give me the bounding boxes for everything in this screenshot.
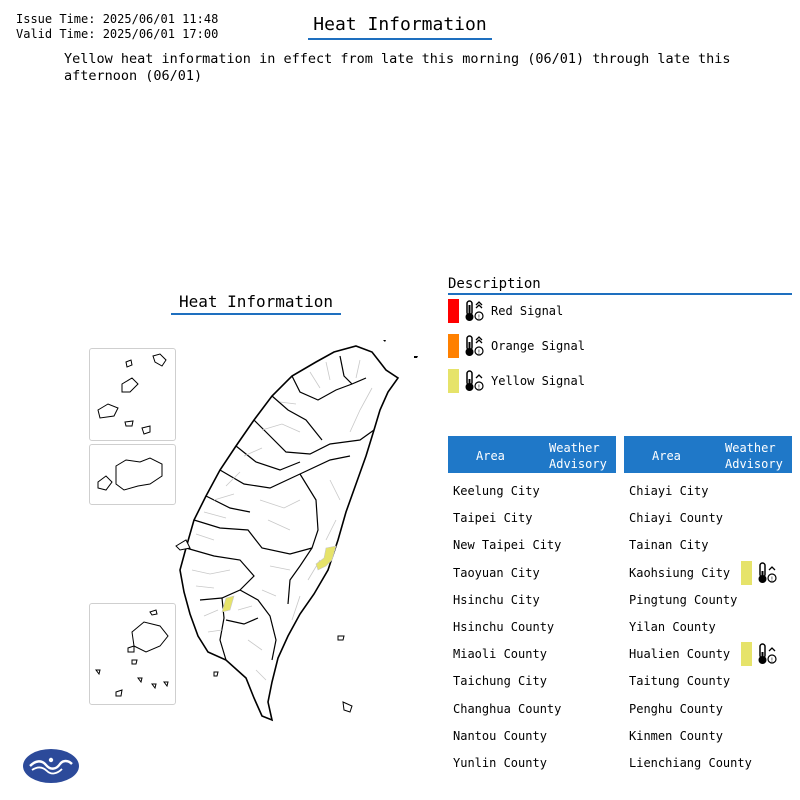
- area-name: Kinmen County: [629, 728, 723, 743]
- area-table-left: [448, 436, 616, 473]
- header-advisory-line2: Advisory: [549, 457, 607, 471]
- svg-text:!: !: [477, 314, 481, 321]
- area-name: Taitung County: [629, 674, 731, 689]
- guishan-island: [414, 356, 418, 358]
- area-name: Tainan City: [629, 538, 709, 553]
- legend-label: Red Signal: [491, 304, 564, 318]
- yellow-swatch: [741, 561, 752, 585]
- yellow-swatch: [448, 369, 459, 393]
- orange-swatch: [448, 334, 459, 358]
- svg-text:!: !: [770, 575, 774, 583]
- header-advisory-line1: Weather: [725, 441, 776, 455]
- area-name: Taoyuan City: [453, 565, 540, 580]
- header-area: Area: [476, 449, 505, 463]
- green-island: [338, 636, 344, 640]
- legend-label: Orange Signal: [491, 339, 585, 353]
- area-table-right: [624, 436, 792, 473]
- map-title: Heat Information: [171, 292, 341, 315]
- penghu-islands: [98, 354, 166, 434]
- legend-yellow: [448, 369, 585, 393]
- area-name: Penghu County: [629, 701, 723, 716]
- thermometer-low-icon: [463, 369, 485, 393]
- area-name: Hsinchu City: [453, 592, 540, 607]
- summary-text: Yellow heat information in effect from late this morning (06/01) through late this afternoon (06/01): [64, 51, 731, 84]
- svg-text:!: !: [770, 657, 774, 665]
- area-name: Miaoli County: [453, 647, 547, 662]
- thermometer-medium-icon: [463, 334, 485, 358]
- svg-text:!: !: [477, 349, 481, 356]
- red-swatch: [448, 299, 459, 323]
- description-title: Description: [448, 275, 792, 295]
- header-area: Area: [652, 449, 681, 463]
- kinmen-islands: [98, 458, 162, 490]
- area-name: Hualien County: [629, 647, 731, 662]
- header-advisory-line1: Weather: [549, 441, 600, 455]
- header-advisory: [549, 440, 609, 472]
- legend-red: [448, 299, 563, 323]
- area-name: Chiayi City: [629, 484, 709, 498]
- thermometer-low-icon: [756, 561, 778, 585]
- area-name: Kaohsiung City: [629, 565, 731, 580]
- table-header: [624, 436, 792, 473]
- table-header: [448, 436, 616, 473]
- svg-text:!: !: [477, 384, 481, 391]
- advisory-indicator: [741, 561, 778, 585]
- page-title: Heat Information: [308, 14, 492, 40]
- area-name: Yilan County: [629, 620, 716, 634]
- header-advisory: [725, 440, 785, 472]
- area-name: Chiayi County: [629, 511, 723, 526]
- advisory-indicator: [741, 642, 778, 666]
- thermometer-high-icon: [463, 299, 485, 323]
- legend-orange: [448, 334, 585, 358]
- area-name: Yunlin County: [453, 756, 547, 770]
- matsu-islands: [96, 610, 168, 696]
- legend-label: Yellow Signal: [491, 374, 585, 388]
- area-name: Keelung City: [453, 484, 540, 498]
- area-name: Taichung City: [453, 674, 547, 689]
- area-name: Taipei City: [453, 511, 533, 526]
- header-advisory-line2: Advisory: [725, 457, 783, 471]
- offshore-islet: [383, 340, 386, 342]
- area-name: Changhua County: [453, 701, 562, 716]
- issue-time: Issue Time: 2025/06/01 11:48: [16, 12, 219, 26]
- xiaoliuqiu: [214, 672, 218, 676]
- taiwan-island: [180, 346, 398, 720]
- area-name: Pingtung County: [629, 592, 738, 607]
- area-name: Lienchiang County: [629, 756, 752, 770]
- area-name: Nantou County: [453, 728, 547, 743]
- yellow-swatch: [741, 642, 752, 666]
- valid-time: Valid Time: 2025/06/01 17:00: [16, 27, 219, 41]
- orchid-island: [343, 702, 352, 712]
- cwa-logo: [22, 748, 80, 784]
- area-name: New Taipei City: [453, 538, 562, 553]
- area-name: Hsinchu County: [453, 620, 555, 634]
- thermometer-low-icon: [756, 642, 778, 666]
